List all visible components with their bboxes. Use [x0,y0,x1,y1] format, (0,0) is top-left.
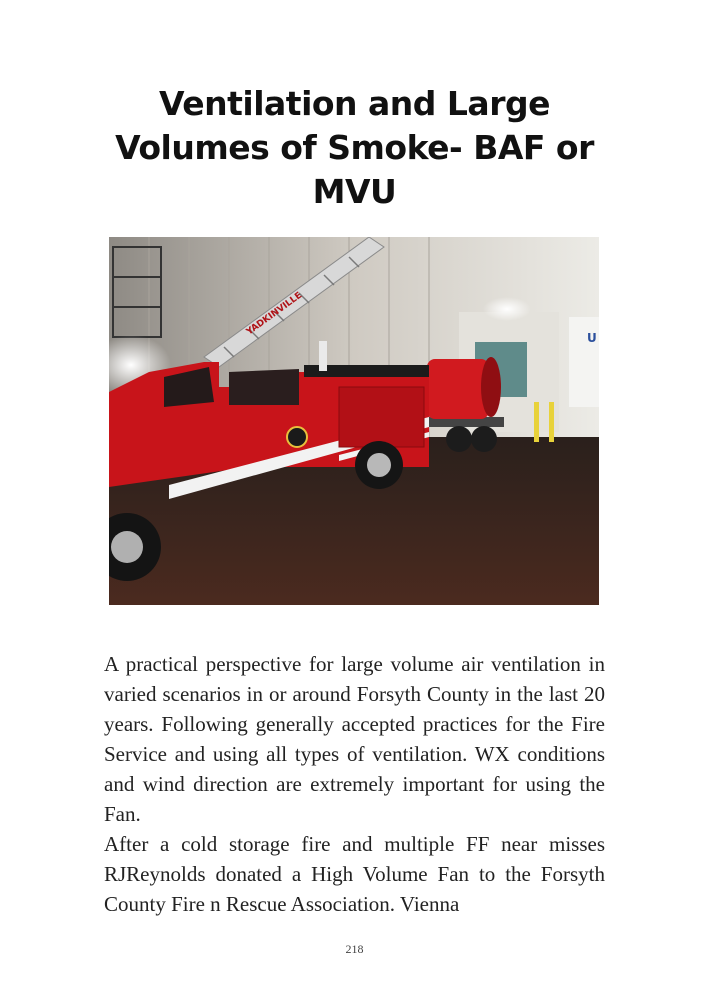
ladder-lettering: YADKINVILLE [244,290,305,338]
fire-truck-photo [109,237,599,605]
svg-text:U: U [587,331,597,345]
paragraph-1: A practical perspective for large volume air ventilation in varied scenarios in or around Forsyth County in the last 20 years. Following generally accepted practices for the Fire Service and using all types of ventilation. WX conditions and wind direction are extremely important for using the Fan. [104,652,605,826]
body-text [104,649,605,919]
page-title: Ventilation and Large Volumes of Smoke- BAF or MVU [115,84,594,211]
paragraph-2: After a cold storage fire and multiple FF near misses RJReynolds donated a High Volume Fan to the Forsyth County Fire n Rescue Association. Vienna [104,832,605,916]
page-number: 218 [345,942,364,956]
